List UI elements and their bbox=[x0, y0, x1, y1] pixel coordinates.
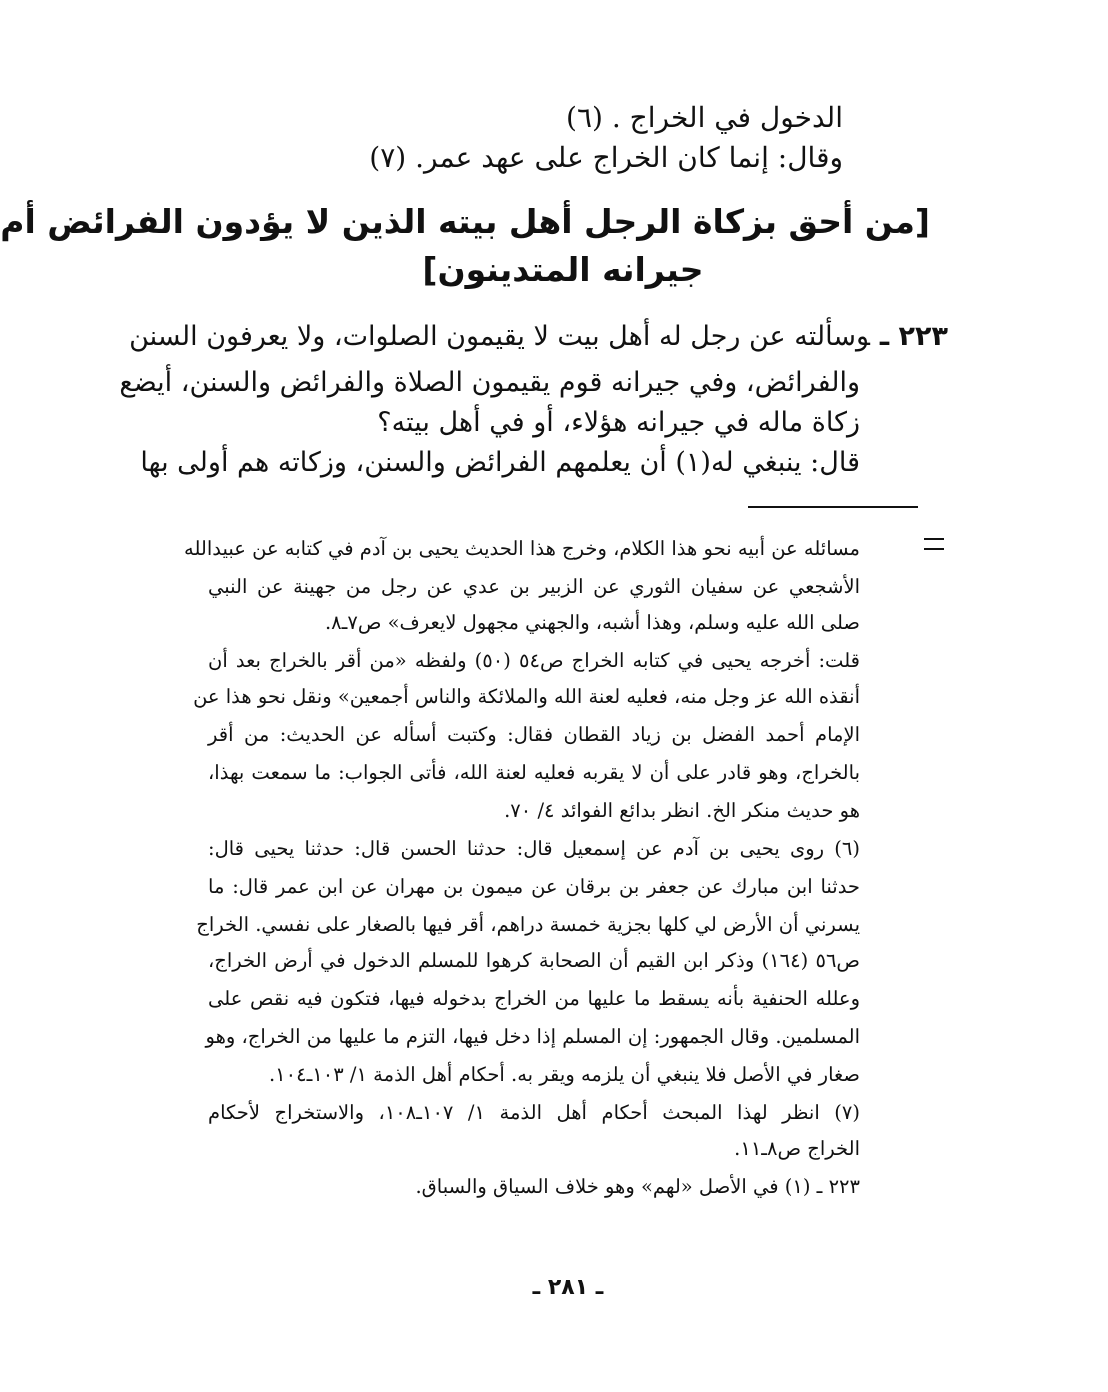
footnote-separator bbox=[748, 506, 918, 508]
footnote-line: يسرني أن الأرض لي كلها بجزية خمسة دراهم، أقر فيها بالصغار على نفسي. الخراج bbox=[196, 913, 860, 936]
footnote-line: مسائله عن أبيه نحو هذا الكلام، وخرج هذا الحديث يحيى بن آدم في كتابه عن عبيدالله bbox=[184, 537, 860, 560]
section-heading-line: جيرانه المتدينون] bbox=[422, 250, 704, 289]
footnote-line: المسلمين. وقال الجمهور: إن المسلم إذا دخل فيها، التزم ما عليها من الخراج، وهو bbox=[205, 1025, 860, 1048]
footnote-line: (٦) روى يحيى بن آدم عن إسمعيل قال: حدثنا الحسن قال: حدثنا يحيى قال: bbox=[208, 837, 860, 860]
page-number: ـ ٢٨١ ـ bbox=[532, 1275, 604, 1300]
footnote-line: صلى الله عليه وسلم، وهذا أشبه، والجهني مجهول لايعرف» ص٧ـ٨. bbox=[324, 611, 860, 634]
section-heading-line: [من أحق بزكاة الرجل أهل بيته الذين لا يؤدون الفرائض أم bbox=[0, 202, 930, 241]
footnote-line: بالخراج، وهو قادر على أن لا يقربه فعليه لعنة الله، فأتى الجواب: ما سمعت بهذا، bbox=[208, 761, 860, 784]
question-text: وسألته عن رجل له أهل بيت لا يقيمون الصلوات، ولا يعرفون السنن bbox=[129, 321, 870, 352]
footnote-line: وعلله الحنفية بأنه يسقط ما عليها من الخراج بدخوله فيها، فتكون فيه نقص على bbox=[208, 987, 860, 1010]
footnote-line: هو حديث منكر الخ. انظر بدائع الفوائد ٤/ ٧٠. bbox=[504, 799, 860, 822]
continuation-mark bbox=[924, 538, 944, 550]
footnote-line: صغار في الأصل فلا ينبغي أن يلزمه ويقر به. أحكام أهل الذمة ١/ ١٠٣ـ١٠٤. bbox=[268, 1063, 860, 1086]
intro-line: الدخول في الخراج . (٦) bbox=[566, 101, 843, 134]
footnote-line: حدثنا ابن مبارك عن جعفر بن برقان عن ميمون بن مهران عن ابن عمر قال: ما bbox=[208, 875, 860, 898]
footnote-line: ص٥٦ (١٦٤) وذكر ابن القيم أن الصحابة كرهوا للمسلم الدخول في أرض الخراج، bbox=[208, 949, 860, 972]
footnote-line: الخراج ص٨ـ١١. bbox=[734, 1137, 860, 1160]
footnote-line: أنقذه الله عز وجل منه، فعليه لعنة الله والملائكة والناس أجمعين» ونقل نحو هذا عن bbox=[193, 685, 860, 708]
answer-line: قال: ينبغي له(١) أن يعلمهم الفرائض والسنن، وزكاته هم أولى بها bbox=[140, 447, 860, 478]
question-line bbox=[129, 318, 948, 356]
footnote-line: الأشجعي عن سفيان الثوري عن الزبير بن عدي عن رجل من جهينة عن النبي bbox=[208, 575, 860, 598]
question-number: ٢٢٣ ـ bbox=[879, 321, 948, 352]
question-line: والفرائض، وفي جيرانه قوم يقيمون الصلاة والفرائض والسنن، أيضع bbox=[119, 367, 860, 398]
footnote-line: الإمام أحمد الفضل بن زياد القطان فقال: وكتبت أسأله عن الحديث: من أقر bbox=[208, 723, 860, 746]
question-line: زكاة ماله في جيرانه هؤلاء، أو في أهل بيته؟ bbox=[377, 407, 860, 438]
footnote-line: قلت: أخرجه يحيى في كتابه الخراج ص٥٤ (٥٠) ولفظه «من أقر بالخراج بعد أن bbox=[208, 649, 860, 672]
footnote-line: (٧) انظر لهذا المبحث أحكام أهل الذمة ١/ ١٠٧ـ١٠٨، والاستخراج لأحكام bbox=[208, 1101, 860, 1124]
intro-line: وقال: إنما كان الخراج على عهد عمر. (٧) bbox=[369, 141, 843, 174]
book-page bbox=[0, 88, 948, 1348]
footnote-line: ٢٢٣ ـ (١) في الأصل «لهم» وهو خلاف السياق والسباق. bbox=[415, 1175, 860, 1198]
